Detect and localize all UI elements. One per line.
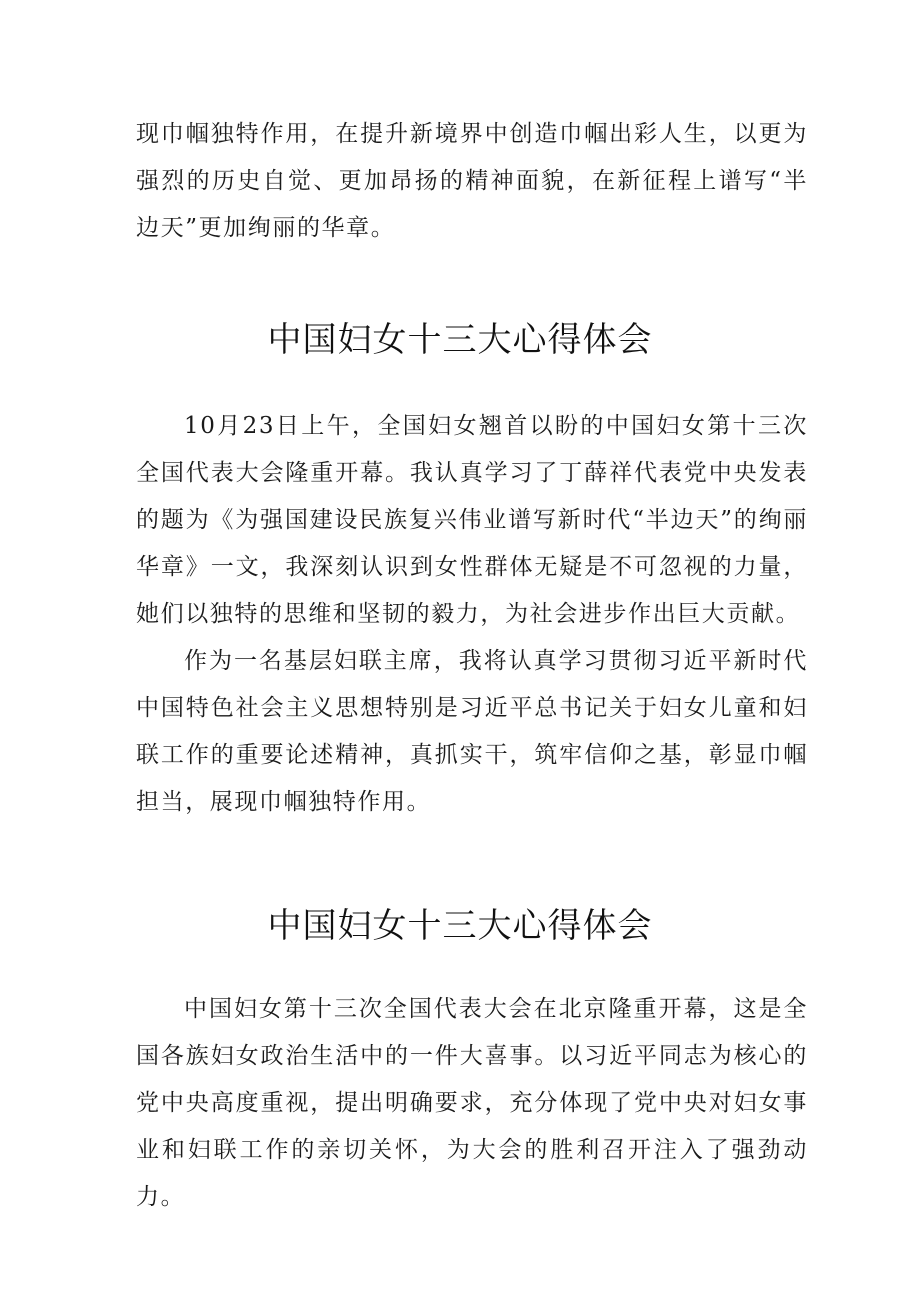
section1-title: 中国妇女十三大心得体会 [267, 320, 653, 360]
section2-body [136, 986, 808, 1221]
section1-paragraph-1: 10月23日上午，全国妇女翘首以盼的中国妇女第十三次全国代表大会隆重开幕。我认真学习了丁薛祥代表党中央发表的题为《为强国建设民族复兴伟业谱写新时代“半边天”的绚丽华章》一文，我深刻认识到女性群体无疑是不可忽视的力量，她们以独特的思维和坚韧的毅力，为社会进步作出巨大贡献。 [136, 413, 808, 627]
section2-title: 中国妇女十三大心得体会 [267, 906, 653, 946]
section2-paragraph-1: 中国妇女第十三次全国代表大会在北京隆重开幕，这是全国各族妇女政治生活中的一件大喜事。以习近平同志为核心的党中央高度重视，提出明确要求，充分体现了党中央对妇女事业和妇联工作的亲切关怀，为大会的胜利召开注入了强劲动力。 [136, 996, 808, 1210]
section1-paragraph-2: 作为一名基层妇联主席，我将认真学习贯彻习近平新时代中国特色社会主义思想特别是习近平总书记关于妇女儿童和妇联工作的重要论述精神，真抓实干，筑牢信仰之基，彰显巾帼担当，展现巾帼独特作用。 [136, 648, 808, 815]
intro-paragraph: 现巾帼独特作用，在提升新境界中创造巾帼出彩人生，以更为强烈的历史自觉、更加昂扬的精神面貌，在新征程上谱写“半边天”更加绚丽的华章。 [136, 121, 808, 241]
section1-body [136, 403, 808, 826]
intro-block [136, 111, 808, 252]
